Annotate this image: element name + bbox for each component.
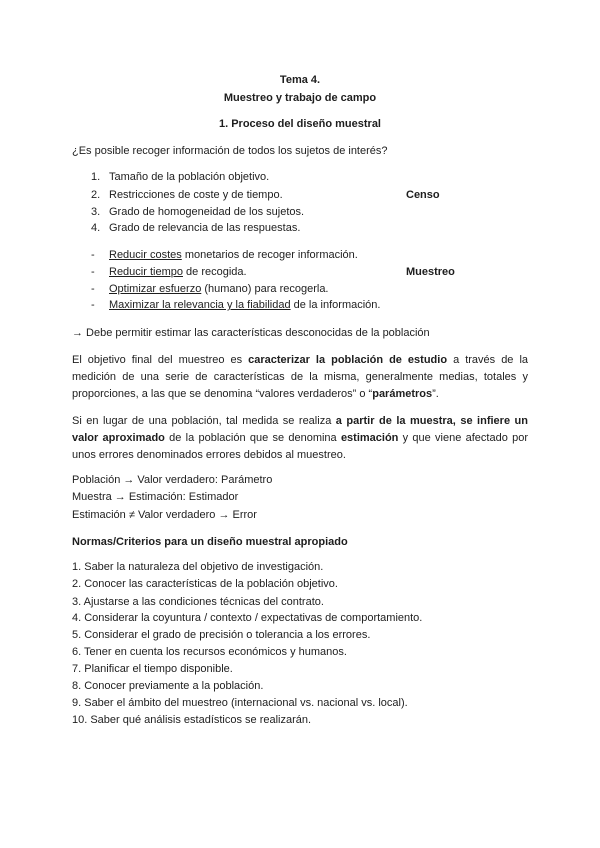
section-heading: 1. Proceso del diseño muestral bbox=[218, 118, 381, 130]
list-item bbox=[109, 283, 329, 295]
list-item: Restricciones de coste y de tiempo. bbox=[109, 189, 283, 201]
list-item-text: de la información. bbox=[290, 299, 381, 311]
relation-line: Muestra → Estimación: Estimador bbox=[72, 491, 239, 503]
intro-question: ¿Es posible recoger información de todos los sujetos de interés? bbox=[72, 145, 388, 157]
criteria-item: 10. Saber qué análisis estadísticos se realizarán. bbox=[72, 714, 312, 726]
text-emphasis: caracterizar la población de estudio bbox=[248, 354, 448, 366]
criteria-heading: Normas/Criterios para un diseño muestral apropiado bbox=[72, 536, 348, 548]
dash-bullet: - bbox=[91, 283, 95, 295]
arrow-note: → Debe permitir estimar las características desconocidas de la población bbox=[72, 327, 430, 339]
criteria-item: 1. Saber la naturaleza del objetivo de investigación. bbox=[72, 561, 324, 573]
sampling-label: Muestreo bbox=[406, 266, 455, 278]
list-item-emphasis: Reducir costes bbox=[109, 249, 182, 261]
criteria-item: 5. Considerar el grado de precisión o tolerancia a los errores. bbox=[72, 629, 371, 641]
page-title: Muestreo y trabajo de campo bbox=[223, 92, 377, 104]
relation-line: Estimación ≠ Valor verdadero → Error bbox=[72, 509, 257, 521]
criteria-item: 6. Tener en cuenta los recursos económicos y humanos. bbox=[72, 646, 347, 658]
list-item-emphasis: Reducir tiempo bbox=[109, 266, 183, 278]
criteria-item: 4. Considerar la coyuntura / contexto / expectativas de comportamiento. bbox=[72, 612, 423, 624]
text-run: El objetivo final del muestreo es bbox=[72, 354, 249, 366]
list-item-text: de recogida. bbox=[182, 266, 247, 278]
criteria-item: 7. Planificar el tiempo disponible. bbox=[72, 663, 233, 675]
relation-line: Población → Valor verdadero: Parámetro bbox=[72, 474, 273, 486]
dash-bullet: - bbox=[91, 249, 95, 261]
criteria-item: 8. Conocer previamente a la población. bbox=[72, 680, 264, 692]
list-item-text: (humano) para recogerla. bbox=[201, 283, 329, 295]
criteria-item: 3. Ajustarse a las condiciones técnicas del contrato. bbox=[72, 596, 324, 608]
list-item bbox=[109, 266, 247, 278]
dash-bullet: - bbox=[91, 266, 95, 278]
dash-bullet: - bbox=[91, 299, 95, 311]
list-item-number: 3. bbox=[91, 206, 101, 218]
list-item-text: monetarios de recoger información. bbox=[181, 249, 358, 261]
text-emphasis: estimación bbox=[340, 432, 399, 444]
text-emphasis: a partir de la muestra, se infiere un valor aproximado bbox=[72, 415, 528, 444]
list-item: Tamaño de la población objetivo. bbox=[109, 171, 270, 183]
list-item-number: 2. bbox=[91, 189, 101, 201]
paragraph-estimation bbox=[72, 413, 528, 464]
text-run: de la población que se denomina bbox=[164, 432, 341, 444]
list-item-emphasis: Optimizar esfuerzo bbox=[109, 283, 202, 295]
topic-heading: Tema 4. bbox=[279, 74, 321, 86]
list-item bbox=[109, 249, 358, 261]
list-item: Grado de relevancia de las respuestas. bbox=[109, 222, 301, 234]
text-emphasis: parámetros bbox=[372, 388, 433, 400]
criteria-item: 2. Conocer las características de la población objetivo. bbox=[72, 578, 338, 590]
criteria-item: 9. Saber el ámbito del muestreo (internacional vs. nacional vs. local). bbox=[72, 697, 408, 709]
list-item-number: 4. bbox=[91, 222, 101, 234]
list-item bbox=[109, 299, 380, 311]
text-run: a través de la medición de una serie de características de la misma, generalmente medias, totales y proporciones, a las que se denomina “valores verdaderos” o “ bbox=[72, 354, 529, 400]
text-run: Si en lugar de una población, tal medida se realiza bbox=[72, 415, 336, 427]
text-run: y que viene afectado por unos errores denominados errores debidos al muestreo. bbox=[72, 432, 528, 461]
list-item: Grado de homogeneidad de los sujetos. bbox=[109, 206, 305, 218]
census-label: Censo bbox=[406, 189, 440, 201]
text-run: ”. bbox=[432, 388, 439, 400]
paragraph-objective bbox=[72, 352, 528, 403]
list-item-emphasis: Maximizar la relevancia y la fiabilidad bbox=[109, 299, 291, 311]
list-item-number: 1. bbox=[91, 171, 101, 183]
